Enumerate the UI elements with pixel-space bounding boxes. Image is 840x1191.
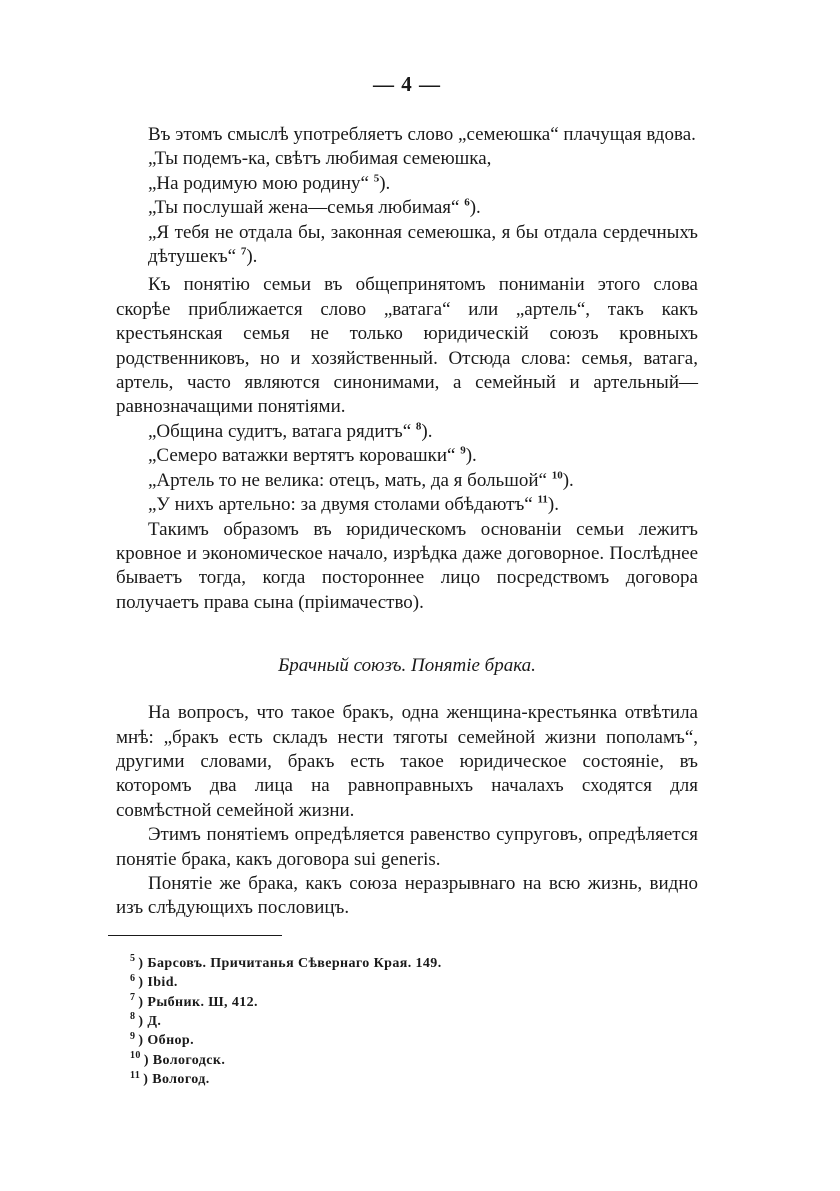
footnote-item: $^5$ ) Барсовъ. Причитанья Сѣвернаго Края. 149.	[130, 953, 442, 971]
quote-line: „У нихъ артельно: за двумя столами обѣдаютъ“ $^{11}$).	[148, 493, 559, 516]
footnote-ref: 10	[551, 469, 563, 482]
paragraph-osnovanie: Такимъ образомъ въ юридическомъ основаніи семьи лежитъ кровное и экономическое начало, изрѣдка даже договорное. Послѣднее бываетъ тогда, когда постороннее лицо посредствомъ договора получаетъ права сына (пріимачество).	[116, 518, 698, 613]
quote-line: „Я тебя не отдала бы, законная семеюшка, я бы отдала сердечныхъ дѣтушекъ“ $^7$).	[148, 221, 698, 268]
footnote-separator	[108, 935, 282, 936]
paragraph-brak-definition: На вопросъ, что такое бракъ, одна женщина-крестьянка отвѣтила мнѣ: „бракъ есть складъ нести тяготы семейной жизни пополамъ“, другими словами, бракъ есть такое юридическое состояніе, въ которомъ два лица на равноправныхъ началахъ сходятся для совмѣстной семейной жизни.	[116, 702, 698, 821]
quote-block-2	[116, 420, 698, 518]
footnote-item: $^8$ ) Д.	[130, 1011, 162, 1029]
page-number: — 4 —	[373, 72, 441, 96]
quote-line: „Семеро ватажки вертятъ коровашки“ $^9$).	[148, 444, 477, 467]
quote-line: „На родимую мою родину“ $^5$).	[148, 172, 391, 194]
footnote-ref: 7	[240, 245, 247, 258]
quote-line: „Ты подемъ-ка, свѣтъ любимая семеюшка,	[148, 148, 492, 170]
footnotes	[116, 954, 698, 1090]
quote-line: „Артель то не велика: отецъ, мать, да я большой“ $^{10}$).	[148, 469, 574, 491]
footnote-ref: 6	[464, 196, 470, 209]
paragraph-vataga: Къ понятію семьи въ общепринятомъ пониманіи этого слова скорѣе приближается слово „ватага“ или „артель“, такъ какъ крестьянская семья не только юридическій союзъ кровныхъ родственниковъ, но и хозяйственный. Отсюда слова: семья, ватага, артель, часто являются синонимами, а семейный и артельный—равнозначащими понятіями.	[116, 274, 698, 418]
footnote-item: $^{11}$ ) Вологод.	[130, 1069, 210, 1088]
document-page	[116, 72, 698, 1090]
footnote-ref: 9	[460, 444, 466, 457]
paragraph-semeyushka: Въ этомъ смыслѣ употребляетъ слово „семеюшка“ плачущая вдова.	[148, 124, 696, 145]
footnote-ref: 8	[415, 420, 422, 433]
paragraph-poslovitsy: Понятіе же брака, какъ союза неразрывнаго на всю жизнь, видно изъ слѣдующихъ пословицъ.	[116, 872, 698, 919]
footnote-item: $^9$ ) Обнор.	[130, 1030, 195, 1049]
footnote-item: $^{10}$ ) Вологодск.	[130, 1050, 226, 1068]
paragraph-ravenstvo: Этимъ понятіемъ опредѣляется равенство супруговъ, опредѣляется понятіе брака, какъ договора sui generis.	[116, 824, 698, 870]
section-title: Брачный союзъ. Понятіе брака.	[278, 655, 536, 677]
footnote-item: $^7$ ) Рыбник. Ш, 412.	[130, 991, 258, 1010]
quote-line: „Община судитъ, ватага рядитъ“ $^8$).	[148, 420, 433, 442]
footnote-item: $^6$ ) Ibid.	[130, 972, 178, 991]
footnote-ref: 5	[373, 172, 380, 185]
quote-line: „Ты послушай жена—семья любимая“ $^6$).	[148, 196, 481, 219]
quote-block-1	[116, 147, 698, 269]
footnote-ref: 11	[537, 493, 548, 506]
